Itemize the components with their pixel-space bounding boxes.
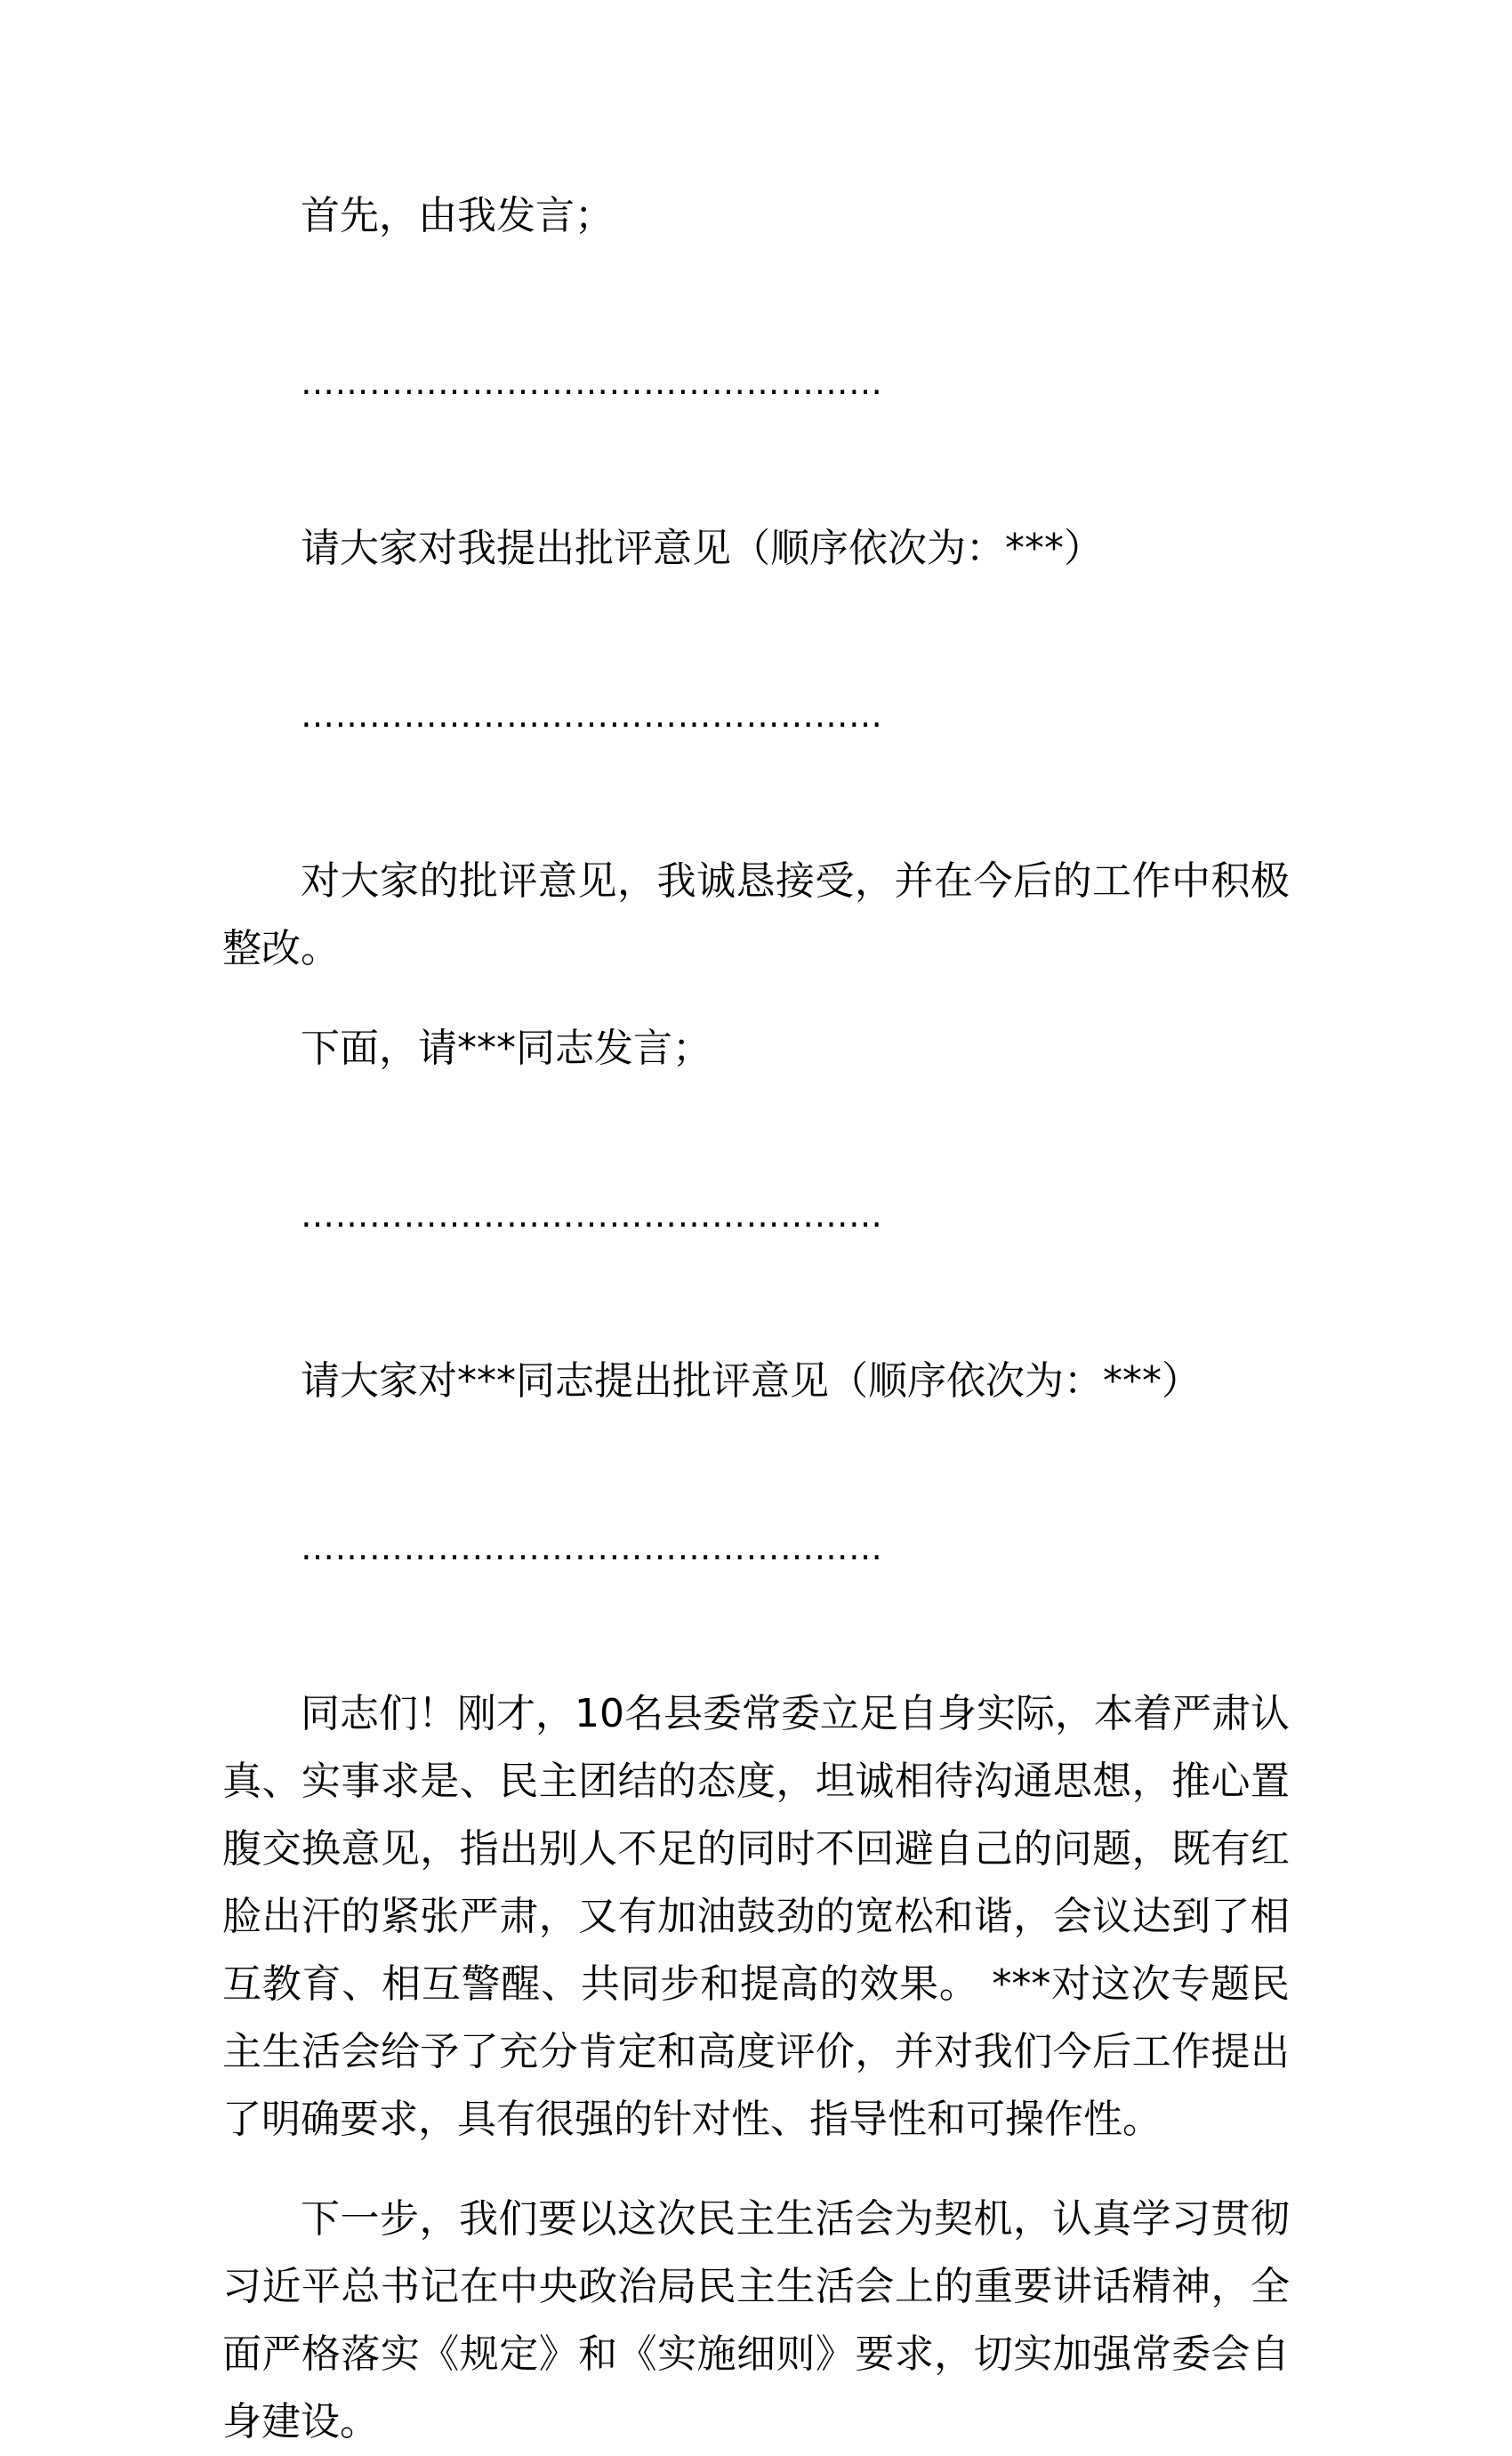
ellipsis-line: …………………………………………… — [301, 696, 883, 735]
paragraph-next-steps: 下一步，我们要以这次民主生活会为契机，认真学习贯彻习近平总书记在中央政治局民主生活会上的重要讲话精神，全面严格落实《规定》和《实施细则》要求，切实加强常委会自身建设。 — [222, 2196, 1290, 2444]
document-page — [222, 182, 1290, 2456]
ellipsis-line: …………………………………………… — [301, 363, 883, 402]
paragraph-accept-criticism: 对大家的批评意见，我诚恳接受，并在今后的工作中积极整改。 — [222, 858, 1290, 971]
paragraph-meeting-summary: 同志们！刚才，10名县委常委立足自身实际，本着严肃认真、实事求是、民主团结的态度，坦诚相待沟通思想，推心置腹交换意见，指出别人不足的同时不回避自己的问题，既有红脸出汗的紧张严肃，又有加油鼓劲的宽松和谐，会议达到了相互教育、相互警醒、共同步和提高的效果。 ***对这次专题民主生活会给予了充分肯定和高度评价，并对我们今后工作提出了明确要求，具有很强的针对性、指导性和可操作性。 — [222, 1691, 1290, 2142]
ellipsis-line: …………………………………………… — [301, 1196, 883, 1235]
paragraph-next-speaker: 下面，请***同志发言； — [301, 1026, 712, 1071]
paragraph-criticism-request-comrade: 请大家对***同志提出批评意见（顺序依次为：***） — [301, 1358, 1201, 1404]
paragraph-criticism-request-self: 请大家对我提出批评意见（顺序依次为：***） — [301, 526, 1103, 571]
paragraph-speaker-intro: 首先，由我发言； — [301, 193, 614, 238]
ellipsis-line: …………………………………………… — [301, 1528, 883, 1567]
